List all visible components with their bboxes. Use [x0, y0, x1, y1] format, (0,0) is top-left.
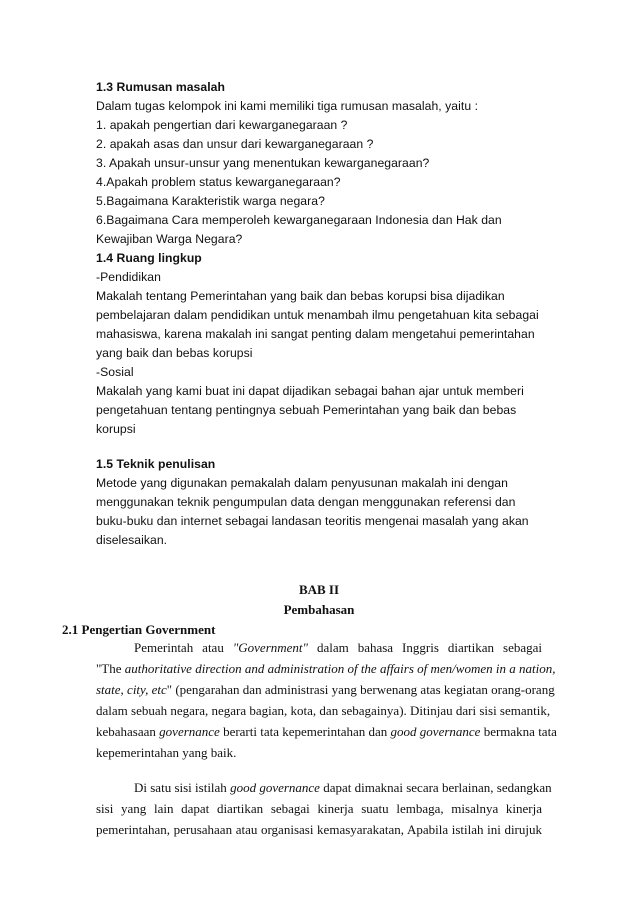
heading-teknik-penulisan: 1.5 Teknik penulisan	[96, 457, 216, 471]
ruang-lingkup-line: -Pendidikan	[96, 270, 161, 284]
ruang-lingkup-line: Makalah tentang Pemerintahan yang baik dan bebas korupsi bisa dijadikan	[96, 289, 505, 303]
rumusan-item: 5.Bagaimana Karakteristik warga negara?	[96, 194, 325, 208]
rumusan-intro: Dalam tugas kelompok ini kami memiliki tiga rumusan masalah, yaitu :	[96, 99, 479, 113]
ruang-lingkup-line: mahasiswa, karena makalah ini sangat penting dalam mengetahui pemerintahan	[96, 327, 535, 341]
ruang-lingkup-line: korupsi	[96, 422, 136, 436]
text-fragment: dalam bahasa Inggris diartikan sebagai	[308, 640, 543, 655]
text-fragment: good governance	[230, 780, 320, 795]
text-fragment: berarti tata kepemerintahan dan	[219, 724, 391, 739]
paragraph-line	[96, 724, 557, 739]
text-fragment: "Government"	[232, 640, 308, 655]
text-fragment: authoritative direction and administration of the affairs of men/women in a nation,	[124, 661, 556, 676]
rumusan-item: 3. Apakah unsur-unsur yang menentukan kewarganegaraan?	[96, 156, 430, 170]
heading-pengertian-government: 2.1 Pengertian Government	[62, 622, 216, 637]
teknik-penulisan-line: menggunakan teknik pengumpulan data dengan menggunakan referensi dan	[96, 495, 516, 509]
text-fragment: kepemerintahan yang baik.	[96, 745, 237, 760]
chapter-subtitle: Pembahasan	[283, 602, 355, 617]
paragraph-line	[96, 745, 236, 760]
text-fragment: state, city, etc	[96, 682, 167, 697]
text-fragment: " (pengarahan dan administrasi yang berwenang atas kegiatan orang-orang	[166, 682, 555, 697]
text-fragment: sisi yang lain dapat diartikan sebagai kinerja suatu lembaga, misalnya kinerja	[96, 801, 542, 816]
text-fragment: kebahasaan	[96, 724, 160, 739]
text-fragment: Pemerintah atau	[134, 640, 233, 655]
heading-rumusan-masalah: 1.3 Rumusan masalah	[96, 80, 225, 94]
ruang-lingkup-line: Makalah yang kami buat ini dapat dijadikan sebagai bahan ajar untuk memberi	[96, 384, 524, 398]
paragraph-line	[134, 780, 552, 795]
rumusan-item: 6.Bagaimana Cara memperoleh kewarganegaraan Indonesia dan Hak dan	[96, 213, 502, 227]
text-fragment: governance	[159, 724, 220, 739]
text-fragment: pemerintahan, perusahaan atau organisasi kemasyarakatan, Apabila istilah ini dirujuk	[96, 822, 542, 837]
paragraph-line	[96, 682, 555, 697]
teknik-penulisan-line: diselesaikan.	[96, 533, 168, 547]
text-fragment: "The	[96, 661, 125, 676]
ruang-lingkup-line: pengetahuan tentang pentingnya sebuah Pemerintahan yang baik dan bebas	[96, 403, 517, 417]
text-fragment: dalam sebuah negara, negara bagian, kota, dan sebagainya). Ditinjau dari sisi semantik,	[96, 703, 551, 718]
rumusan-item: 2. apakah asas dan unsur dari kewarganegaraan ?	[96, 137, 374, 151]
ruang-lingkup-line: -Sosial	[96, 365, 134, 379]
text-fragment: bermakna tata	[480, 724, 557, 739]
rumusan-item: Kewajiban Warga Negara?	[96, 232, 243, 246]
text-fragment: good governance	[390, 724, 481, 739]
chapter-title: BAB II	[298, 582, 340, 597]
rumusan-item: 4.Apakah problem status kewarganegaraan?	[96, 175, 341, 189]
paragraph-line	[96, 801, 542, 816]
paragraph-line	[96, 661, 556, 676]
teknik-penulisan-line: Metode yang digunakan pemakalah dalam penyusunan makalah ini dengan	[96, 476, 508, 490]
heading-ruang-lingkup: 1.4 Ruang lingkup	[96, 251, 202, 265]
ruang-lingkup-line: pembelajaran dalam pendidikan untuk menambah ilmu pengetahuan kita sebagai	[96, 308, 539, 322]
paragraph-line	[134, 640, 542, 655]
text-fragment: Di satu sisi istilah	[134, 780, 231, 795]
text-fragment: dapat dimaknai secara berlainan, sedangkan	[319, 780, 552, 795]
rumusan-item: 1. apakah pengertian dari kewarganegaraan ?	[96, 118, 348, 132]
paragraph-line	[96, 822, 542, 837]
ruang-lingkup-line: yang baik dan bebas korupsi	[96, 346, 253, 360]
teknik-penulisan-line: buku-buku dan internet sebagai landasan teoritis mengenai masalah yang akan	[96, 514, 529, 528]
paragraph-line	[96, 703, 551, 718]
